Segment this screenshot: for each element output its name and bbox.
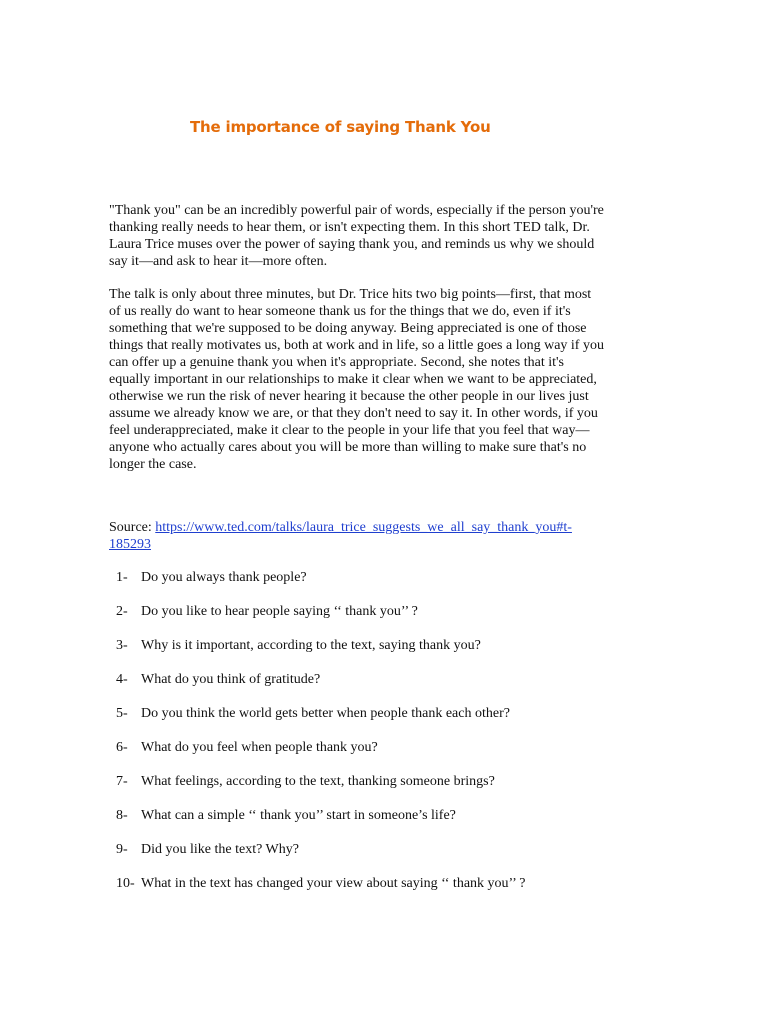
paragraph-line: say it—and ask to hear it—more often. <box>109 254 328 269</box>
paragraph-line: something that we're supposed to be doing anyway. Being appreciated is one of those <box>109 321 587 336</box>
question-text: Why is it important, according to the text, saying thank you? <box>141 638 481 653</box>
list-item <box>116 603 526 637</box>
question-number: 8- <box>116 808 128 823</box>
question-number: 3- <box>116 638 128 653</box>
paragraph-line: assume we already know we are, or that they don't need to say it. In other words, if you <box>109 406 598 421</box>
question-number: 6- <box>116 740 128 755</box>
paragraph-line: "Thank you" can be an incredibly powerful pair of words, especially if the person you're <box>109 203 604 218</box>
paragraph-line: equally important in our relationships to make it clear when we want to be appreciated, <box>109 372 597 387</box>
list-item <box>116 569 526 603</box>
question-text: What feelings, according to the text, thanking someone brings? <box>141 774 495 789</box>
list-item <box>116 671 526 705</box>
source-line <box>109 519 572 536</box>
question-number: 10- <box>116 876 135 891</box>
question-text: What do you think of gratitude? <box>141 672 321 687</box>
paragraph-line: thanking really needs to hear them, or isn't expecting them. In this short TED talk, Dr. <box>109 220 590 235</box>
source-label: Source: <box>109 520 156 535</box>
paragraph-line: longer the case. <box>109 457 197 472</box>
paragraph-line: otherwise we run the risk of never hearing it because the other people in our lives just <box>109 389 589 404</box>
paragraph-line: can offer up a genuine thank you when it's appropriate. Second, she notes that it's <box>109 355 564 370</box>
question-text: What do you feel when people thank you? <box>141 740 378 755</box>
question-list <box>116 569 526 909</box>
question-text: Do you like to hear people saying ‘‘ thank you’’ ? <box>141 604 418 619</box>
question-number: 1- <box>116 570 128 585</box>
list-item <box>116 875 526 909</box>
list-item <box>116 807 526 841</box>
paragraph-line: feel underappreciated, make it clear to the people in your life that you feel that way— <box>109 423 590 438</box>
paragraph-line: The talk is only about three minutes, but Dr. Trice hits two big points—first, that most <box>109 287 592 302</box>
question-number: 9- <box>116 842 128 857</box>
question-number: 7- <box>116 774 128 789</box>
source-link-continued[interactable]: 185293 <box>109 537 151 552</box>
list-item <box>116 637 526 671</box>
intro-paragraph <box>109 202 661 270</box>
list-item <box>116 739 526 773</box>
paragraph-line: anyone who actually cares about you will be more than willing to make sure that's no <box>109 440 587 455</box>
list-item <box>116 705 526 739</box>
paragraph-line: things that really motivates us, both at work and in life, so a little goes a long way if you <box>109 338 604 353</box>
source-link[interactable]: https://www.ted.com/talks/laura_trice_suggests_we_all_say_thank_you#t- <box>155 520 572 535</box>
list-item <box>116 841 526 875</box>
body-paragraph <box>109 286 661 473</box>
list-item <box>116 773 526 807</box>
question-text: What can a simple ‘‘ thank you’’ start in someone’s life? <box>141 808 456 823</box>
paragraph-line: Laura Trice muses over the power of saying thank you, and reminds us why we should <box>109 237 595 252</box>
question-text: Do you always thank people? <box>141 570 307 585</box>
paragraph-line: of us really do want to hear someone thank us for the things that we do, even if it's <box>109 304 571 319</box>
page-title: The importance of saying Thank You <box>190 118 491 136</box>
source-line <box>109 536 572 553</box>
source-citation <box>109 519 572 553</box>
question-text: Do you think the world gets better when people thank each other? <box>141 706 510 721</box>
question-number: 2- <box>116 604 128 619</box>
question-text: Did you like the text? Why? <box>141 842 299 857</box>
question-number: 4- <box>116 672 128 687</box>
question-number: 5- <box>116 706 128 721</box>
question-text: What in the text has changed your view about saying ‘‘ thank you’’ ? <box>141 876 526 891</box>
